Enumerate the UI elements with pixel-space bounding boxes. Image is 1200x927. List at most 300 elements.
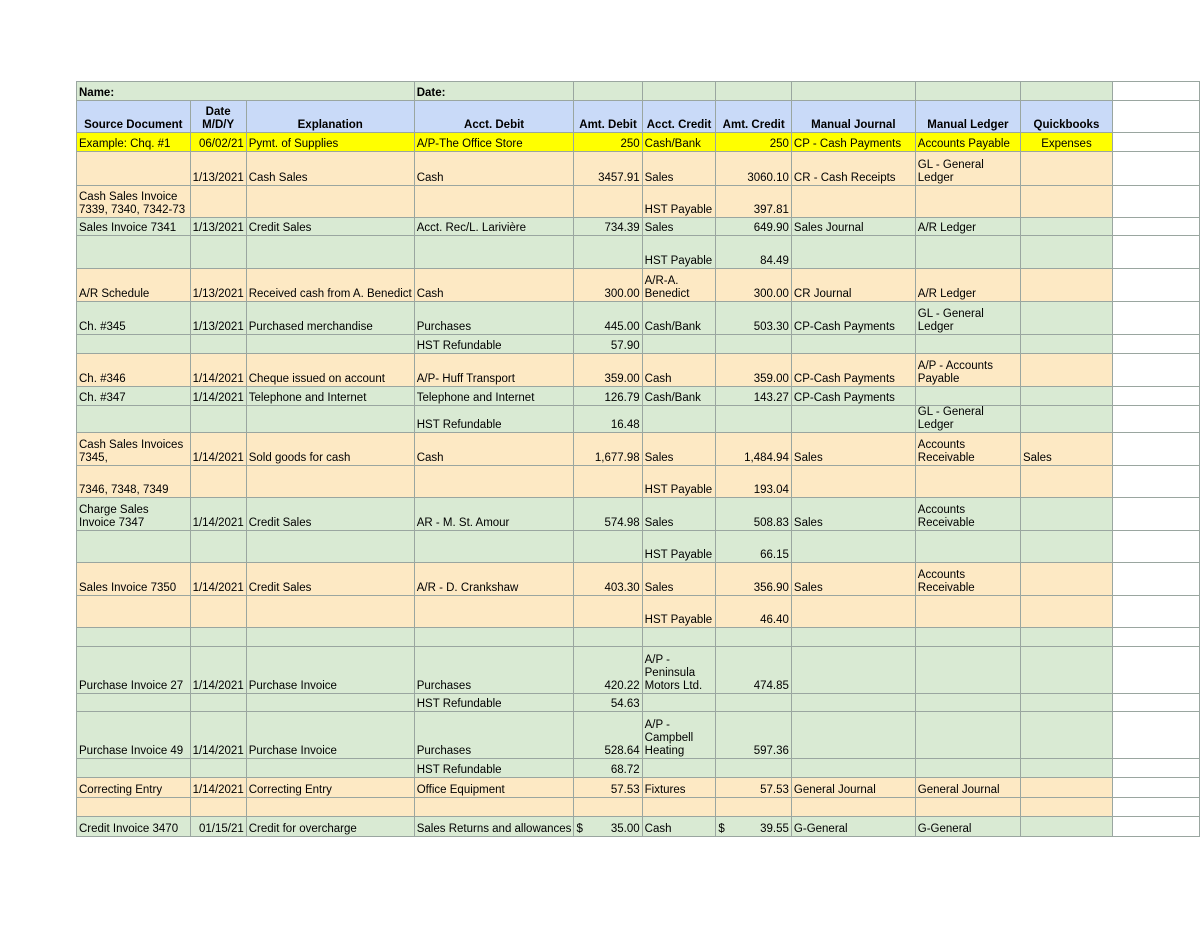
- quickbooks-cell[interactable]: [1020, 302, 1112, 335]
- blank-cell[interactable]: [1112, 712, 1199, 759]
- journal-cell[interactable]: [791, 628, 915, 647]
- date-cell[interactable]: 1/13/2021: [190, 269, 246, 302]
- ledger-cell[interactable]: [915, 647, 1020, 694]
- amt-credit-cell[interactable]: 84.49: [716, 236, 792, 269]
- blank-cell[interactable]: [1112, 101, 1199, 133]
- date-cell[interactable]: 01/15/21: [190, 817, 246, 837]
- acct-credit-cell[interactable]: Cash/Bank: [642, 302, 716, 335]
- quickbooks-cell[interactable]: [1020, 218, 1112, 236]
- column-header[interactable]: Amt. Credit: [716, 101, 792, 133]
- acct-debit-cell[interactable]: Cash: [414, 433, 574, 466]
- explanation-cell[interactable]: Received cash from A. Benedict: [246, 269, 414, 302]
- date-cell[interactable]: 1/14/2021: [190, 433, 246, 466]
- amt-debit-cell[interactable]: 734.39: [574, 218, 642, 236]
- amt-debit-cell[interactable]: 359.00: [574, 354, 642, 387]
- source-cell[interactable]: Sales Invoice 7350: [77, 563, 191, 596]
- amt-debit-cell[interactable]: [574, 236, 642, 269]
- acct-credit-cell[interactable]: [642, 335, 716, 354]
- amt-credit-cell[interactable]: 57.53: [716, 778, 792, 798]
- journal-cell[interactable]: CR - Cash Receipts: [791, 152, 915, 186]
- acct-debit-cell[interactable]: Purchases: [414, 647, 574, 694]
- acct-debit-cell[interactable]: Cash: [414, 269, 574, 302]
- quickbooks-cell[interactable]: [1020, 563, 1112, 596]
- currency-amount: 39.55: [760, 823, 789, 835]
- source-cell[interactable]: [77, 236, 191, 269]
- date-label[interactable]: Date:: [414, 82, 574, 101]
- explanation-cell[interactable]: Correcting Entry: [246, 778, 414, 798]
- blank-cell[interactable]: [1112, 406, 1199, 433]
- journal-cell[interactable]: G-General: [791, 817, 915, 837]
- journal-cell[interactable]: [791, 466, 915, 498]
- date-cell[interactable]: [190, 628, 246, 647]
- quickbooks-cell[interactable]: [1020, 152, 1112, 186]
- source-cell[interactable]: [77, 694, 191, 712]
- quickbooks-cell[interactable]: [1020, 531, 1112, 563]
- blank-cell[interactable]: [1112, 269, 1199, 302]
- amt-debit-cell[interactable]: 574.98: [574, 498, 642, 531]
- source-cell[interactable]: Cash Sales Invoice 7339, 7340, 7342-73: [77, 186, 191, 218]
- journal-cell[interactable]: [791, 335, 915, 354]
- name-label[interactable]: Name:: [77, 82, 415, 101]
- source-cell[interactable]: Example: Chq. #1: [77, 133, 191, 152]
- journal-cell[interactable]: [791, 647, 915, 694]
- acct-credit-cell[interactable]: Sales: [642, 563, 716, 596]
- acct-debit-cell[interactable]: A/R - D. Crankshaw: [414, 563, 574, 596]
- amt-credit-cell[interactable]: 474.85: [716, 647, 792, 694]
- ledger-cell[interactable]: [915, 694, 1020, 712]
- blank-cell[interactable]: [1112, 218, 1199, 236]
- explanation-cell[interactable]: [246, 628, 414, 647]
- acct-debit-cell[interactable]: Purchases: [414, 302, 574, 335]
- acct-credit-cell[interactable]: HST Payable: [642, 531, 716, 563]
- acct-credit-cell[interactable]: [642, 406, 716, 433]
- acct-debit-cell[interactable]: [414, 531, 574, 563]
- amt-debit-cell[interactable]: [574, 531, 642, 563]
- amt-credit-cell[interactable]: 193.04: [716, 466, 792, 498]
- acct-debit-cell[interactable]: [414, 236, 574, 269]
- quickbooks-cell[interactable]: [1020, 406, 1112, 433]
- explanation-cell[interactable]: Purchase Invoice: [246, 647, 414, 694]
- column-header[interactable]: Amt. Debit: [574, 101, 642, 133]
- amt-credit-cell[interactable]: [716, 628, 792, 647]
- date-cell[interactable]: [190, 186, 246, 218]
- source-cell[interactable]: [77, 531, 191, 563]
- column-header[interactable]: Date M/D/Y: [190, 101, 246, 133]
- explanation-cell[interactable]: Credit Sales: [246, 498, 414, 531]
- acct-debit-cell[interactable]: A/P- Huff Transport: [414, 354, 574, 387]
- ledger-cell[interactable]: GL - General Ledger: [915, 152, 1020, 186]
- ledger-cell[interactable]: [915, 186, 1020, 218]
- acct-credit-cell[interactable]: [642, 798, 716, 817]
- date-cell[interactable]: 1/14/2021: [190, 647, 246, 694]
- date-cell[interactable]: [190, 694, 246, 712]
- quickbooks-cell[interactable]: [1020, 236, 1112, 269]
- journal-cell[interactable]: CR Journal: [791, 269, 915, 302]
- blank-cell[interactable]: [1112, 798, 1199, 817]
- quickbooks-cell[interactable]: [1020, 712, 1112, 759]
- date-cell[interactable]: [190, 406, 246, 433]
- ledger-cell[interactable]: A/R Ledger: [915, 218, 1020, 236]
- source-cell[interactable]: Ch. #347: [77, 387, 191, 406]
- amt-credit-cell[interactable]: 359.00: [716, 354, 792, 387]
- source-cell[interactable]: Credit Invoice 3470: [77, 817, 191, 837]
- amt-credit-cell[interactable]: [716, 759, 792, 778]
- amt-credit-cell[interactable]: 250: [716, 133, 792, 152]
- acct-credit-cell[interactable]: A/P - Peninsula Motors Ltd.: [642, 647, 716, 694]
- acct-credit-cell[interactable]: Sales: [642, 433, 716, 466]
- explanation-cell[interactable]: Cash Sales: [246, 152, 414, 186]
- ledger-cell[interactable]: [915, 628, 1020, 647]
- amt-debit-cell[interactable]: [574, 186, 642, 218]
- ledger-cell[interactable]: [915, 387, 1020, 406]
- column-header[interactable]: Manual Ledger: [915, 101, 1020, 133]
- date-cell[interactable]: [190, 798, 246, 817]
- acct-debit-cell[interactable]: HST Refundable: [414, 406, 574, 433]
- ledger-cell[interactable]: A/P - Accounts Payable: [915, 354, 1020, 387]
- journal-cell[interactable]: General Journal: [791, 778, 915, 798]
- acct-debit-cell[interactable]: Sales Returns and allowances: [414, 817, 574, 837]
- amt-debit-cell[interactable]: 300.00: [574, 269, 642, 302]
- amt-credit-cell[interactable]: 66.15: [716, 531, 792, 563]
- explanation-cell[interactable]: Sold goods for cash: [246, 433, 414, 466]
- acct-credit-cell[interactable]: Fixtures: [642, 778, 716, 798]
- blank-cell[interactable]: [1112, 563, 1199, 596]
- journal-cell[interactable]: CP-Cash Payments: [791, 387, 915, 406]
- quickbooks-cell[interactable]: [1020, 186, 1112, 218]
- column-header[interactable]: Quickbooks: [1020, 101, 1112, 133]
- blank-cell[interactable]: [915, 82, 1020, 101]
- acct-debit-cell[interactable]: Cash: [414, 152, 574, 186]
- amt-credit-cell[interactable]: [716, 335, 792, 354]
- amt-debit-cell[interactable]: 528.64: [574, 712, 642, 759]
- amt-debit-cell[interactable]: 126.79: [574, 387, 642, 406]
- source-cell[interactable]: Purchase Invoice 27: [77, 647, 191, 694]
- ledger-cell[interactable]: A/R Ledger: [915, 269, 1020, 302]
- blank-cell[interactable]: [1112, 759, 1199, 778]
- journal-cell[interactable]: [791, 596, 915, 628]
- amt-debit-cell[interactable]: 420.22: [574, 647, 642, 694]
- journal-cell[interactable]: Sales: [791, 563, 915, 596]
- ledger-cell[interactable]: Accounts Receivable: [915, 563, 1020, 596]
- quickbooks-cell[interactable]: [1020, 778, 1112, 798]
- journal-cell[interactable]: CP-Cash Payments: [791, 354, 915, 387]
- acct-debit-cell[interactable]: HST Refundable: [414, 335, 574, 354]
- currency-value: [718, 823, 789, 836]
- acct-credit-cell[interactable]: HST Payable: [642, 186, 716, 218]
- source-cell[interactable]: Charge Sales Invoice 7347: [77, 498, 191, 531]
- journal-cell[interactable]: Sales: [791, 498, 915, 531]
- quickbooks-cell[interactable]: [1020, 335, 1112, 354]
- acct-credit-cell[interactable]: Cash/Bank: [642, 387, 716, 406]
- acct-credit-cell[interactable]: Sales: [642, 152, 716, 186]
- amt-debit-cell[interactable]: [574, 628, 642, 647]
- amt-credit-cell[interactable]: 143.27: [716, 387, 792, 406]
- amt-debit-cell[interactable]: 1,677.98: [574, 433, 642, 466]
- acct-credit-cell[interactable]: Cash: [642, 817, 716, 837]
- acct-debit-cell[interactable]: HST Refundable: [414, 759, 574, 778]
- journal-cell[interactable]: [791, 186, 915, 218]
- acct-debit-cell[interactable]: A/P-The Office Store: [414, 133, 574, 152]
- date-cell[interactable]: 1/14/2021: [190, 563, 246, 596]
- date-cell[interactable]: 1/14/2021: [190, 354, 246, 387]
- quickbooks-cell[interactable]: [1020, 596, 1112, 628]
- source-cell[interactable]: Cash Sales Invoices 7345,: [77, 433, 191, 466]
- date-cell[interactable]: 1/13/2021: [190, 302, 246, 335]
- blank-cell[interactable]: [1112, 133, 1199, 152]
- source-cell[interactable]: [77, 406, 191, 433]
- journal-cell[interactable]: [791, 694, 915, 712]
- amt-credit-cell[interactable]: 503.30: [716, 302, 792, 335]
- amt-credit-cell[interactable]: 397.81: [716, 186, 792, 218]
- blank-cell[interactable]: [1112, 498, 1199, 531]
- acct-credit-cell[interactable]: A/R-A. Benedict: [642, 269, 716, 302]
- ledger-cell[interactable]: [915, 335, 1020, 354]
- date-cell[interactable]: [190, 466, 246, 498]
- ledger-cell[interactable]: Accounts Receivable: [915, 433, 1020, 466]
- amt-debit-cell[interactable]: 403.30: [574, 563, 642, 596]
- amt-credit-cell[interactable]: [716, 817, 792, 837]
- source-cell[interactable]: 7346, 7348, 7349: [77, 466, 191, 498]
- amt-credit-cell[interactable]: [716, 406, 792, 433]
- date-cell[interactable]: 1/14/2021: [190, 498, 246, 531]
- ledger-cell[interactable]: General Journal: [915, 778, 1020, 798]
- column-header[interactable]: Acct. Debit: [414, 101, 574, 133]
- journal-cell[interactable]: [791, 759, 915, 778]
- quickbooks-cell[interactable]: [1020, 798, 1112, 817]
- explanation-cell[interactable]: Credit for overcharge: [246, 817, 414, 837]
- source-cell[interactable]: [77, 152, 191, 186]
- blank-cell[interactable]: [1112, 628, 1199, 647]
- blank-cell[interactable]: [1112, 152, 1199, 186]
- amt-debit-cell[interactable]: 3457.91: [574, 152, 642, 186]
- acct-credit-cell[interactable]: Cash: [642, 354, 716, 387]
- amt-credit-cell[interactable]: 508.83: [716, 498, 792, 531]
- journal-cell[interactable]: [791, 236, 915, 269]
- journal-cell[interactable]: [791, 798, 915, 817]
- amt-credit-cell[interactable]: [716, 694, 792, 712]
- column-header[interactable]: Source Document: [77, 101, 191, 133]
- amt-debit-cell[interactable]: [574, 596, 642, 628]
- explanation-cell[interactable]: [246, 694, 414, 712]
- acct-credit-cell[interactable]: HST Payable: [642, 466, 716, 498]
- source-cell[interactable]: Sales Invoice 7341: [77, 218, 191, 236]
- journal-spreadsheet: [76, 81, 1200, 837]
- acct-debit-cell[interactable]: Acct. Rec/L. Larivière: [414, 218, 574, 236]
- amt-credit-cell[interactable]: [716, 798, 792, 817]
- quickbooks-cell[interactable]: Expenses: [1020, 133, 1112, 152]
- blank-cell[interactable]: [1112, 302, 1199, 335]
- ledger-cell[interactable]: Accounts Receivable: [915, 498, 1020, 531]
- source-cell[interactable]: [77, 596, 191, 628]
- amt-debit-cell[interactable]: 445.00: [574, 302, 642, 335]
- explanation-cell[interactable]: Purchased merchandise: [246, 302, 414, 335]
- date-cell[interactable]: 1/13/2021: [190, 152, 246, 186]
- blank-cell[interactable]: [1112, 596, 1199, 628]
- blank-cell[interactable]: [1112, 466, 1199, 498]
- source-cell[interactable]: A/R Schedule: [77, 269, 191, 302]
- date-cell[interactable]: 1/14/2021: [190, 778, 246, 798]
- blank-cell[interactable]: [1112, 647, 1199, 694]
- amt-debit-cell[interactable]: 250: [574, 133, 642, 152]
- source-cell[interactable]: Ch. #345: [77, 302, 191, 335]
- quickbooks-cell[interactable]: [1020, 269, 1112, 302]
- journal-cell[interactable]: Sales Journal: [791, 218, 915, 236]
- amt-debit-cell[interactable]: 54.63: [574, 694, 642, 712]
- acct-credit-cell[interactable]: HST Payable: [642, 236, 716, 269]
- date-cell[interactable]: [190, 531, 246, 563]
- ledger-cell[interactable]: [915, 759, 1020, 778]
- explanation-cell[interactable]: Pymt. of Supplies: [246, 133, 414, 152]
- explanation-cell[interactable]: [246, 759, 414, 778]
- ledger-cell[interactable]: [915, 798, 1020, 817]
- explanation-cell[interactable]: [246, 186, 414, 218]
- amt-credit-cell[interactable]: 1,484.94: [716, 433, 792, 466]
- acct-credit-cell[interactable]: Sales: [642, 498, 716, 531]
- date-cell[interactable]: [190, 236, 246, 269]
- journal-cell[interactable]: [791, 406, 915, 433]
- quickbooks-cell[interactable]: [1020, 387, 1112, 406]
- blank-cell[interactable]: [1112, 778, 1199, 798]
- explanation-cell[interactable]: Telephone and Internet: [246, 387, 414, 406]
- acct-debit-cell[interactable]: [414, 628, 574, 647]
- acct-credit-cell[interactable]: Cash/Bank: [642, 133, 716, 152]
- blank-cell[interactable]: [1112, 186, 1199, 218]
- explanation-cell[interactable]: Purchase Invoice: [246, 712, 414, 759]
- acct-debit-cell[interactable]: Purchases: [414, 712, 574, 759]
- explanation-cell[interactable]: Credit Sales: [246, 218, 414, 236]
- acct-debit-cell[interactable]: Telephone and Internet: [414, 387, 574, 406]
- quickbooks-cell[interactable]: [1020, 817, 1112, 837]
- date-cell[interactable]: 1/14/2021: [190, 387, 246, 406]
- blank-cell[interactable]: [1112, 433, 1199, 466]
- date-cell[interactable]: 1/14/2021: [190, 712, 246, 759]
- acct-debit-cell[interactable]: [414, 186, 574, 218]
- amt-debit-cell[interactable]: [574, 798, 642, 817]
- blank-cell[interactable]: [1112, 387, 1199, 406]
- amt-credit-cell[interactable]: 46.40: [716, 596, 792, 628]
- amt-debit-cell[interactable]: [574, 817, 642, 837]
- journal-cell[interactable]: CP-Cash Payments: [791, 302, 915, 335]
- amt-credit-cell[interactable]: 3060.10: [716, 152, 792, 186]
- explanation-cell[interactable]: Credit Sales: [246, 563, 414, 596]
- date-cell[interactable]: [190, 596, 246, 628]
- ledger-cell[interactable]: GL - General Ledger: [915, 302, 1020, 335]
- blank-cell[interactable]: [1112, 82, 1199, 101]
- quickbooks-cell[interactable]: [1020, 647, 1112, 694]
- quickbooks-cell[interactable]: [1020, 498, 1112, 531]
- ledger-cell[interactable]: [915, 466, 1020, 498]
- ledger-cell[interactable]: G-General: [915, 817, 1020, 837]
- table-row: [77, 302, 1200, 335]
- acct-credit-cell[interactable]: HST Payable: [642, 596, 716, 628]
- blank-cell[interactable]: [1112, 236, 1199, 269]
- explanation-cell[interactable]: [246, 531, 414, 563]
- journal-cell[interactable]: CP - Cash Payments: [791, 133, 915, 152]
- ledger-cell[interactable]: [915, 236, 1020, 269]
- acct-debit-cell[interactable]: [414, 466, 574, 498]
- amt-credit-cell[interactable]: 597.36: [716, 712, 792, 759]
- explanation-cell[interactable]: [246, 466, 414, 498]
- table-row: [77, 694, 1200, 712]
- amt-credit-cell[interactable]: 300.00: [716, 269, 792, 302]
- source-cell[interactable]: [77, 628, 191, 647]
- ledger-cell[interactable]: GL - General Ledger: [915, 406, 1020, 433]
- blank-cell[interactable]: [1020, 82, 1112, 101]
- date-cell[interactable]: 1/13/2021: [190, 218, 246, 236]
- blank-cell[interactable]: [1112, 531, 1199, 563]
- amt-debit-cell[interactable]: 57.90: [574, 335, 642, 354]
- acct-debit-cell[interactable]: AR - M. St. Amour: [414, 498, 574, 531]
- journal-cell[interactable]: Sales: [791, 433, 915, 466]
- date-cell[interactable]: [190, 335, 246, 354]
- journal-cell[interactable]: [791, 531, 915, 563]
- date-cell[interactable]: 06/02/21: [190, 133, 246, 152]
- quickbooks-cell[interactable]: [1020, 694, 1112, 712]
- amt-debit-cell[interactable]: [574, 466, 642, 498]
- acct-debit-cell[interactable]: [414, 596, 574, 628]
- source-cell[interactable]: [77, 798, 191, 817]
- source-cell[interactable]: [77, 335, 191, 354]
- column-header[interactable]: Explanation: [246, 101, 414, 133]
- explanation-cell[interactable]: [246, 798, 414, 817]
- amt-credit-cell[interactable]: 649.90: [716, 218, 792, 236]
- acct-credit-cell[interactable]: [642, 759, 716, 778]
- explanation-cell[interactable]: [246, 596, 414, 628]
- acct-credit-cell[interactable]: [642, 628, 716, 647]
- journal-cell[interactable]: [791, 712, 915, 759]
- blank-cell[interactable]: [1112, 354, 1199, 387]
- source-cell[interactable]: Purchase Invoice 49: [77, 712, 191, 759]
- blank-cell[interactable]: [1112, 335, 1199, 354]
- blank-cell[interactable]: [791, 82, 915, 101]
- source-cell[interactable]: Correcting Entry: [77, 778, 191, 798]
- source-cell[interactable]: [77, 759, 191, 778]
- ledger-cell[interactable]: [915, 596, 1020, 628]
- acct-credit-cell[interactable]: Sales: [642, 218, 716, 236]
- ledger-cell[interactable]: [915, 531, 1020, 563]
- acct-debit-cell[interactable]: HST Refundable: [414, 694, 574, 712]
- quickbooks-cell[interactable]: [1020, 759, 1112, 778]
- explanation-cell[interactable]: Cheque issued on account: [246, 354, 414, 387]
- explanation-cell[interactable]: [246, 406, 414, 433]
- amt-debit-cell[interactable]: 16.48: [574, 406, 642, 433]
- ledger-cell[interactable]: [915, 712, 1020, 759]
- source-cell[interactable]: Ch. #346: [77, 354, 191, 387]
- explanation-cell[interactable]: [246, 236, 414, 269]
- ledger-cell[interactable]: Accounts Payable: [915, 133, 1020, 152]
- amt-credit-cell[interactable]: 356.90: [716, 563, 792, 596]
- quickbooks-cell[interactable]: Sales: [1020, 433, 1112, 466]
- acct-credit-cell[interactable]: [642, 694, 716, 712]
- blank-cell[interactable]: [1112, 694, 1199, 712]
- acct-credit-cell[interactable]: A/P - Campbell Heating: [642, 712, 716, 759]
- blank-cell[interactable]: [716, 82, 792, 101]
- explanation-cell[interactable]: [246, 335, 414, 354]
- column-header[interactable]: Acct. Credit: [642, 101, 716, 133]
- amt-debit-cell[interactable]: 68.72: [574, 759, 642, 778]
- column-header[interactable]: Manual Journal: [791, 101, 915, 133]
- acct-debit-cell[interactable]: [414, 798, 574, 817]
- quickbooks-cell[interactable]: [1020, 466, 1112, 498]
- date-cell[interactable]: [190, 759, 246, 778]
- blank-cell[interactable]: [574, 82, 642, 101]
- amt-debit-cell[interactable]: 57.53: [574, 778, 642, 798]
- quickbooks-cell[interactable]: [1020, 628, 1112, 647]
- quickbooks-cell[interactable]: [1020, 354, 1112, 387]
- blank-cell[interactable]: [1112, 817, 1199, 837]
- acct-debit-cell[interactable]: Office Equipment: [414, 778, 574, 798]
- blank-cell[interactable]: [642, 82, 716, 101]
